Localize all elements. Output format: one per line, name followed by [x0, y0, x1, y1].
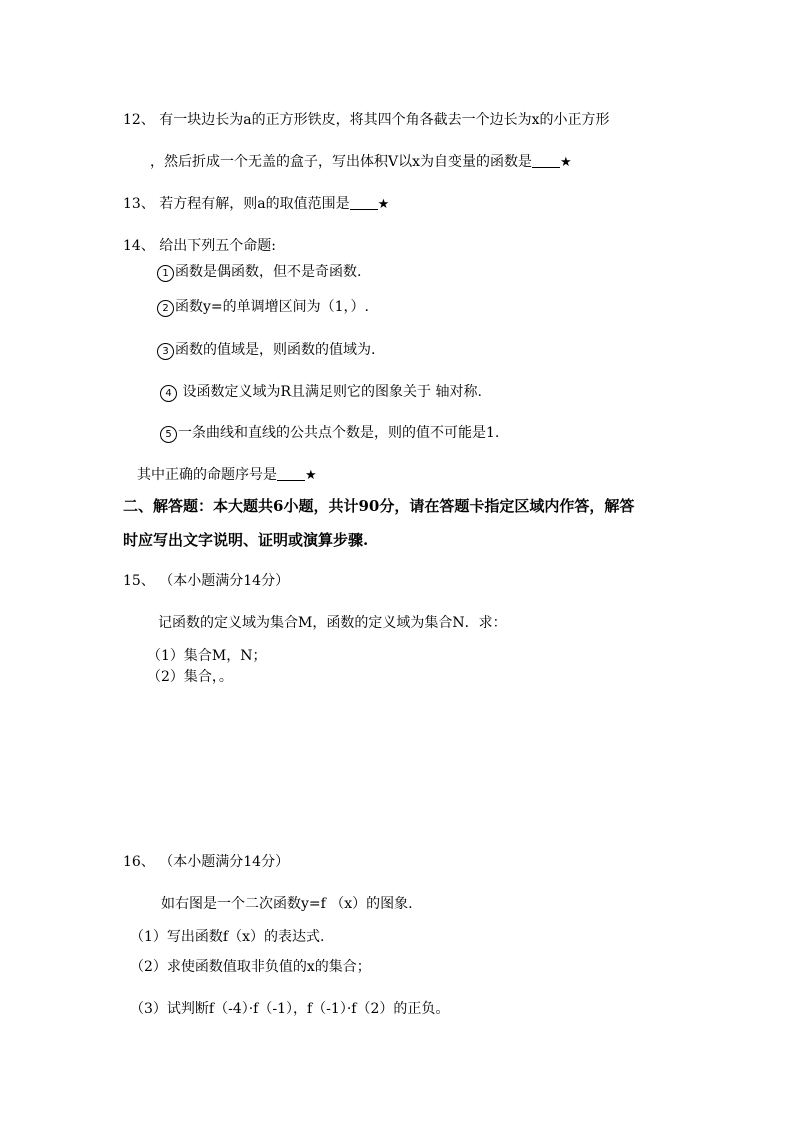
q14-item-3 — [157, 340, 375, 360]
answer-blank — [350, 194, 378, 210]
q16-stem: 如右图是一个二次函数y=f （x）的图象. — [161, 896, 413, 912]
q15-stem: 记函数的定义域为集合M，函数的定义域为集合N．求： — [158, 615, 507, 631]
q14-item-1 — [157, 262, 361, 282]
circled-number: 3 — [157, 343, 174, 360]
q12-line1: 12、 有一块边长为a的正方形铁皮，将其四个角各截去一个边长为x的小正方形 — [123, 112, 610, 128]
star-icon: ★ — [305, 468, 317, 483]
q14-item-4 — [160, 382, 482, 402]
circled-number: 4 — [160, 385, 177, 402]
q15-part-1: （1）集合M，N； — [147, 648, 267, 664]
q13-line — [123, 194, 389, 215]
q14-item-text: 函数y=的单调增区间为（1，）. — [175, 299, 369, 315]
q16-part-1: （1）写出函数f（x）的表达式. — [130, 929, 325, 945]
q16-title: 16、 （本小题满分14分） — [123, 854, 290, 870]
answer-blank — [277, 465, 305, 481]
section2-heading-line1: 二、解答题：本大题共6小题，共计90分，请在答题卡指定区域内作答，解答 — [123, 497, 635, 515]
q14-item-text: 设函数定义域为R且满足则它的图象关于 轴对称. — [182, 384, 482, 400]
q12-text: ，然后折成一个无盖的盒子，写出体积V以x为自变量的函数是 — [150, 154, 533, 170]
circled-number: 5 — [160, 426, 177, 443]
q15-title: 15、 （本小题满分14分） — [123, 573, 290, 589]
q14-item-2 — [157, 297, 369, 317]
q14-intro: 14、 给出下列五个命题: — [123, 238, 276, 254]
q14-item-5 — [160, 423, 499, 443]
q12-line2 — [150, 152, 572, 173]
q14-item-text: 函数的值域是，则函数的值域为. — [175, 342, 376, 358]
q16-part-3: （3）试判断f（-4）·f（-1），f（-1）·f（2）的正负。 — [130, 1001, 450, 1017]
q16-part-2: （2）求使函数值取非负值的x的集合； — [130, 959, 371, 975]
star-icon: ★ — [560, 155, 572, 170]
q14-item-text: 函数是偶函数，但不是奇函数. — [175, 264, 362, 280]
circled-number: 1 — [157, 265, 174, 282]
answer-blank — [532, 152, 560, 168]
q13-text: 13、 若方程有解，则a的取值范围是 — [123, 196, 350, 212]
q14-answer-text: 其中正确的命题序号是 — [137, 467, 277, 483]
q15-part-2: （2）集合，。 — [147, 669, 233, 685]
q14-answer — [137, 465, 317, 486]
section2-heading-line2: 时应写出文字说明、证明或演算步骤. — [123, 531, 369, 549]
circled-number: 2 — [157, 300, 174, 317]
star-icon: ★ — [377, 197, 390, 212]
q14-item-text: 一条曲线和直线的公共点个数是，则的值不可能是1. — [178, 425, 500, 441]
